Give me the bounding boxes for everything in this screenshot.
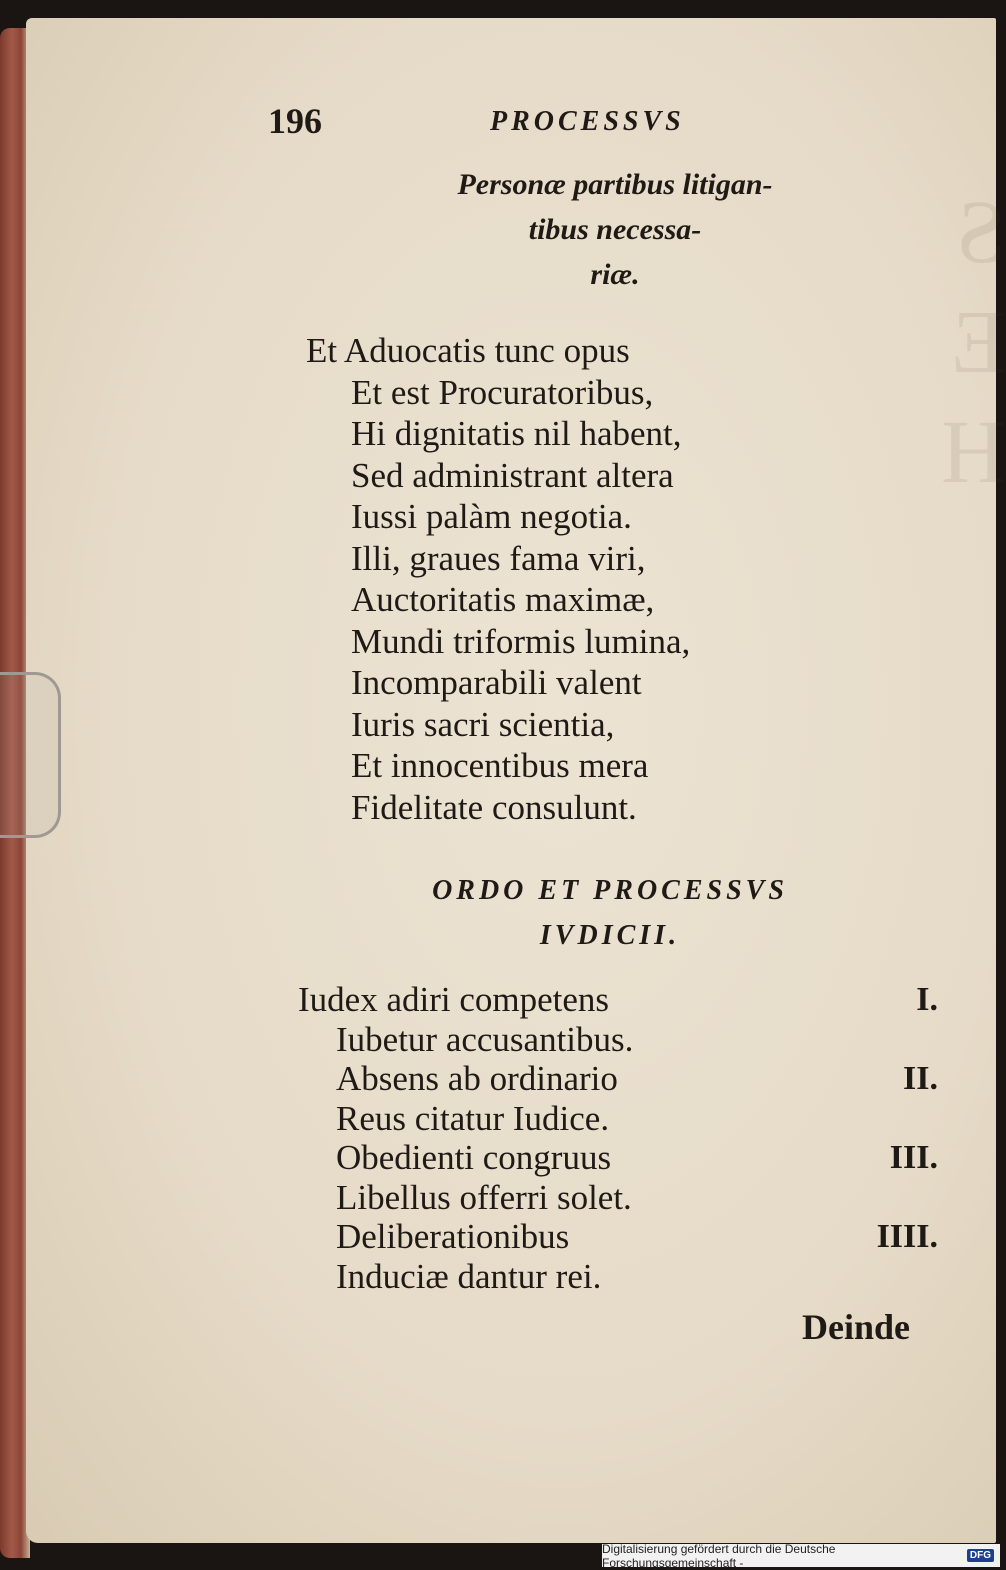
list-item-text: Absens ab ordinario [336, 1059, 618, 1098]
poem-line: Et innocentibus mera [351, 746, 649, 785]
list-item-text: Iudex adiri competens [298, 980, 610, 1019]
subtitle-line: riæ. [590, 258, 640, 291]
list-item [298, 1020, 938, 1060]
poem-line: Et Aduocatis tunc opus [306, 331, 630, 370]
poem-line: Sed administrant altera [351, 455, 674, 495]
poem-line: Et est Procuratoribus, [351, 372, 654, 412]
list-item [298, 1257, 938, 1297]
digitization-footer [602, 1541, 1000, 1570]
poem [306, 330, 690, 828]
page-number: 196 [268, 101, 322, 141]
section-title [380, 868, 840, 958]
list-item-text: Induciæ dantur rei. [336, 1256, 602, 1296]
poem-line: Fidelitate consulunt. [351, 787, 637, 827]
running-head: PROCESSVS [490, 106, 685, 137]
list-item [298, 980, 938, 1020]
list-item-numeral: I. [916, 981, 938, 1018]
list-item-text: Obedienti congruus [336, 1138, 612, 1177]
section-title-line: IVDICII. [539, 920, 681, 951]
dfg-logo: DFG [967, 1549, 994, 1562]
poem-line: Incomparabili valent [351, 663, 642, 702]
catchword: Deinde [802, 1307, 910, 1347]
poem-line: Illi, graues fama viri, [351, 538, 646, 578]
show-through-text: S E H [941, 183, 1006, 502]
poem-line: Iuris sacri scientia, [351, 704, 615, 744]
poem-line: Mundi triformis lumina, [351, 621, 691, 661]
list-item [298, 1138, 938, 1178]
list-item-numeral: II. [903, 1060, 938, 1097]
footer-text: Digitalisierung gefördert durch die Deutsche Forschungsgemeinschaft - [602, 1541, 836, 1570]
procedure-list [298, 980, 938, 1296]
list-item [298, 1059, 938, 1099]
list-item-numeral: IIII. [876, 1218, 938, 1255]
subtitle [430, 162, 800, 297]
poem-line: Iussi palàm negotia. [351, 497, 632, 536]
list-item-text: Iubetur accusantibus. [336, 1019, 634, 1059]
page-header [258, 100, 758, 150]
subtitle-line: tibus necessa- [528, 213, 702, 246]
poem-line: Auctoritatis maximæ, [351, 580, 655, 619]
list-item-text: Deliberationibus [336, 1217, 570, 1256]
poem-line: Hi dignitatis nil habent, [351, 414, 682, 453]
list-item-text: Reus citatur Iudice. [336, 1098, 610, 1138]
list-item [298, 1099, 938, 1139]
list-item-text: Libellus offerri solet. [336, 1177, 632, 1217]
list-item-numeral: III. [889, 1139, 938, 1176]
list-item [298, 1217, 938, 1257]
page-clip [0, 672, 61, 838]
subtitle-line: Personæ partibus litigan- [457, 168, 773, 201]
list-item [298, 1178, 938, 1218]
section-title-line: ORDO ET PROCESSVS [432, 875, 788, 906]
